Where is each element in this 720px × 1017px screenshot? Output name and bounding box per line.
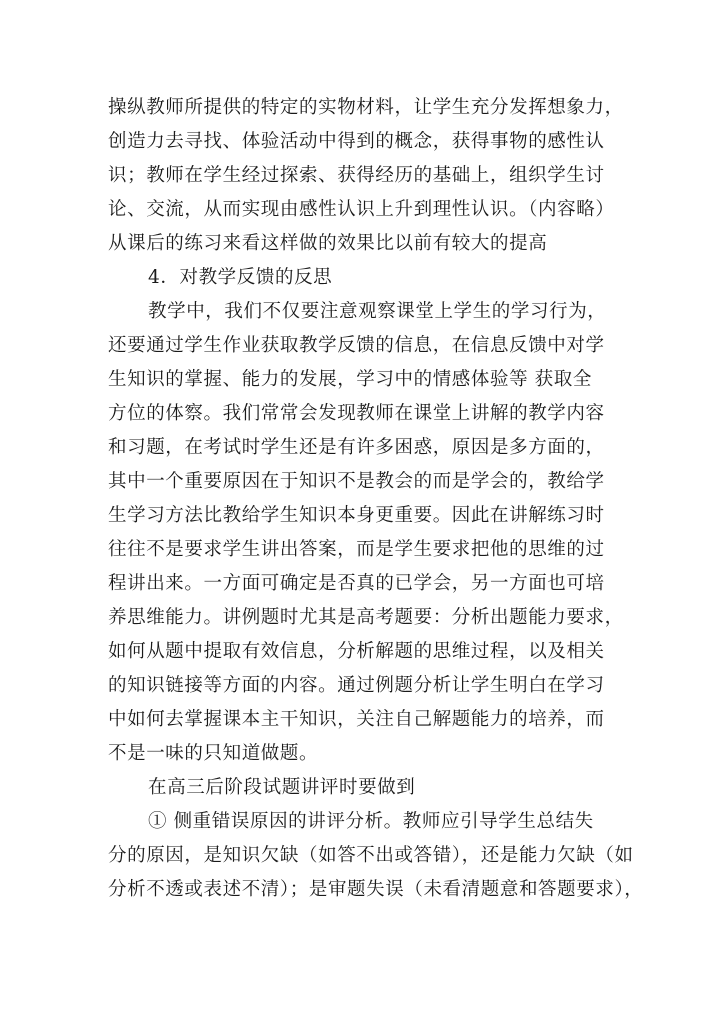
paragraph-line: 在高三后阶段试题讲评时要做到: [148, 777, 416, 798]
paragraph-line: 分析不透或表述不清）；是审题失误（未看清题意和答题要求），: [108, 879, 644, 900]
paragraph-line: 方位的体察。我们常常会发现教师在课堂上讲解的教学内容: [108, 403, 605, 424]
paragraph-line: 从课后的练习来看这样做的效果比以前有较大的提高: [108, 233, 548, 254]
paragraph-line: 养思维能力。讲例题时尤其是高考题要：分析出题能力要求，: [108, 607, 624, 628]
paragraph-line: 往往不是要求学生讲出答案，而是学生要求把他的思维的过: [108, 539, 605, 560]
paragraph-line: 创造力去寻找、体验活动中得到的概念，获得事物的感性认: [108, 131, 605, 152]
paragraph-line: 其中一个重要原因在于知识不是教会的而是学会的，教给学: [108, 471, 605, 492]
paragraph-line: 分的原因，是知识欠缺（如答不出或答错），还是能力欠缺（如: [108, 845, 634, 866]
paragraph-line: 如何从题中提取有效信息，分析解题的思维过程，以及相关: [108, 641, 605, 662]
paragraph-line: 和习题，在考试时学生还是有许多困惑，原因是多方面的，: [108, 437, 605, 458]
paragraph-line: 生知识的掌握、能力的发展，学习中的情感体验等 获取全: [108, 369, 592, 390]
paragraph-line: 还要通过学生作业获取教学反馈的信息，在信息反馈中对学: [108, 335, 605, 356]
paragraph-line: 识；教师在学生经过探索、获得经历的基础上，组织学生讨: [108, 165, 605, 186]
paragraph-line: 生学习方法比教给学生知识本身更重要。因此在讲解练习时: [108, 505, 605, 526]
paragraph-line: 论、交流，从而实现由感性认识上升到理性认识。（内容略）: [108, 199, 615, 220]
paragraph-line: 操纵教师所提供的特定的实物材料，让学生充分发挥想象力，: [108, 97, 624, 118]
section-heading: 4．对教学反馈的反思: [148, 267, 333, 288]
paragraph-line: 教学中，我们不仅要注意观察课堂上学生的学习行为，: [148, 301, 607, 322]
paragraph-line: 程讲出来。一方面可确定是否真的已学会，另一方面也可培: [108, 573, 605, 594]
list-item-line: ① 侧重错误原因的讲评分析。教师应引导学生总结失: [148, 811, 594, 832]
paragraph-line: 中如何去掌握课本主干知识，关注自己解题能力的培养，而: [108, 709, 605, 730]
paragraph-line: 不是一味的只知道做题。: [108, 743, 319, 764]
paragraph-line: 的知识链接等方面的内容。通过例题分析让学生明白在学习: [108, 675, 605, 696]
